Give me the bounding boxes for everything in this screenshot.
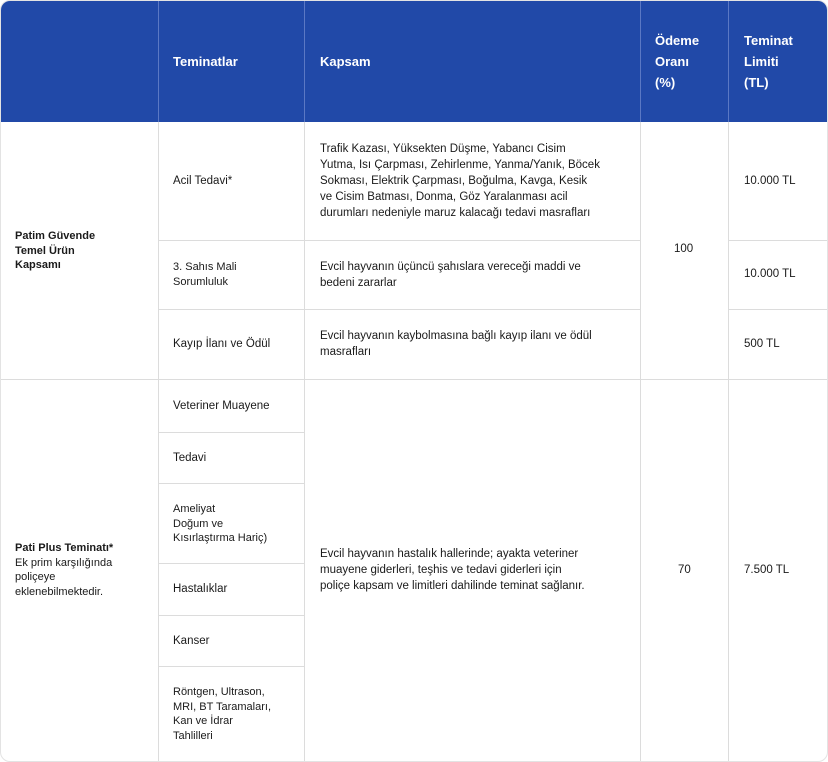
kapsam-line: durumları nedeniyle maruz kalacağı tedavi masrafları xyxy=(320,207,591,219)
teminat-ameliyat xyxy=(173,502,267,546)
teminat-line: Doğum ve xyxy=(173,517,224,530)
teminat-acil-tedavi: Acil Tedavi* xyxy=(173,175,233,187)
rate-group2: 70 xyxy=(678,564,691,576)
teminat-line: Tahlilleri xyxy=(173,729,213,742)
group2-title xyxy=(15,541,113,599)
kapsam-kayip-ilani xyxy=(320,328,592,360)
group1-title-line: Temel Ürün xyxy=(15,244,75,257)
teminat-tedavi: Tedavi xyxy=(173,452,207,464)
teminat-line: Sorumluluk xyxy=(173,275,229,288)
header-divider xyxy=(304,1,305,122)
row-divider xyxy=(158,666,304,667)
column-divider xyxy=(640,122,641,762)
group2-title-main: Pati Plus Teminatı* xyxy=(15,542,114,554)
teminat-hastaliklar: Hastalıklar xyxy=(173,583,228,595)
group2-subtitle-line: eklenebilmektedir. xyxy=(15,585,104,598)
column-divider xyxy=(728,122,729,762)
kapsam-line: ve Cisim Batması, Donma, Göz Yaralanması acil xyxy=(320,191,568,203)
header-odeme-line2: Oranı xyxy=(655,54,689,69)
row-divider xyxy=(158,240,641,241)
teminat-rontgen xyxy=(173,685,271,743)
header-limit-line3: (TL) xyxy=(744,75,769,90)
header-odeme-line3: (%) xyxy=(655,75,676,90)
header-kapsam: Kapsam xyxy=(320,54,371,69)
limit-acil-tedavi: 10.000 TL xyxy=(744,175,796,187)
kapsam-line: poliçe kapsam ve limitleri dahilinde teminat sağlanır. xyxy=(320,580,585,592)
kapsam-line: Sokması, Elektrik Çarpması, Boğulma, Kavga, Kesik xyxy=(320,175,588,187)
kapsam-line: Evcil hayvanın hastalık hallerinde; ayakta veteriner xyxy=(320,548,579,560)
group1-title xyxy=(15,229,95,273)
header-divider xyxy=(158,1,159,122)
header-divider xyxy=(728,1,729,122)
teminat-line: MRI, BT Taramaları, xyxy=(173,700,272,713)
group1-title-line: Patim Güvende xyxy=(15,230,96,242)
kapsam-line: masrafları xyxy=(320,346,372,358)
row-divider xyxy=(158,432,304,433)
table-header xyxy=(1,1,827,122)
column-divider xyxy=(304,122,305,762)
row-divider xyxy=(728,240,828,241)
row-divider xyxy=(158,483,304,484)
kapsam-sahis-sorumluluk xyxy=(320,259,581,291)
row-divider xyxy=(158,309,641,310)
kapsam-line: Trafik Kazası, Yüksekten Düşme, Yabancı Cisim xyxy=(320,143,566,155)
row-divider xyxy=(158,563,304,564)
limit-sahis-sorumluluk: 10.000 TL xyxy=(744,268,796,280)
teminat-line: Kan ve İdrar xyxy=(173,715,233,727)
header-teminatlar: Teminatlar xyxy=(173,54,238,69)
kapsam-line: Evcil hayvanın kaybolmasına bağlı kayıp ilanı ve ödül xyxy=(320,330,592,342)
teminat-line: 3. Sahıs Mali xyxy=(173,261,237,273)
header-odeme-line1: Ödeme xyxy=(655,33,700,48)
teminat-line: Ameliyat xyxy=(173,503,216,515)
rate-group1: 100 xyxy=(674,243,694,255)
kapsam-line: Evcil hayvanın üçüncü şahıslara vereceği maddi ve xyxy=(320,261,581,273)
teminat-sahis-sorumluluk xyxy=(173,260,237,289)
header-limit-line1: Teminat xyxy=(744,33,793,48)
kapsam-line: Yutma, Isı Çarpması, Zehirlenme, Yanma/Yanık, Böcek xyxy=(320,159,600,171)
kapsam-line: muayene giderleri, teşhis ve tedavi giderleri için xyxy=(320,564,562,576)
group-divider xyxy=(1,379,827,380)
kapsam-line: bedeni zararlar xyxy=(320,277,397,289)
limit-kayip-ilani: 500 TL xyxy=(744,338,780,350)
kapsam-pati-plus xyxy=(320,546,585,594)
teminat-kayip-ilani: Kayıp İlanı ve Ödül xyxy=(173,338,271,350)
teminat-line: Röntgen, Ultrason, xyxy=(173,686,265,698)
limit-pati-plus: 7.500 TL xyxy=(744,564,790,576)
row-divider xyxy=(158,615,304,616)
group2-subtitle-line: Ek prim karşılığında xyxy=(15,556,113,569)
teminat-line: Kısırlaştırma Hariç) xyxy=(173,532,268,544)
group2-subtitle-line: poliçeye xyxy=(15,571,56,583)
row-divider xyxy=(728,309,828,310)
teminat-kanser: Kanser xyxy=(173,635,210,647)
teminat-veteriner-muayene: Veteriner Muayene xyxy=(173,400,270,412)
header-limit-line2: Limiti xyxy=(744,54,779,69)
kapsam-acil-tedavi xyxy=(320,141,600,221)
group1-title-line: Kapsamı xyxy=(15,259,61,271)
header-divider xyxy=(640,1,641,122)
